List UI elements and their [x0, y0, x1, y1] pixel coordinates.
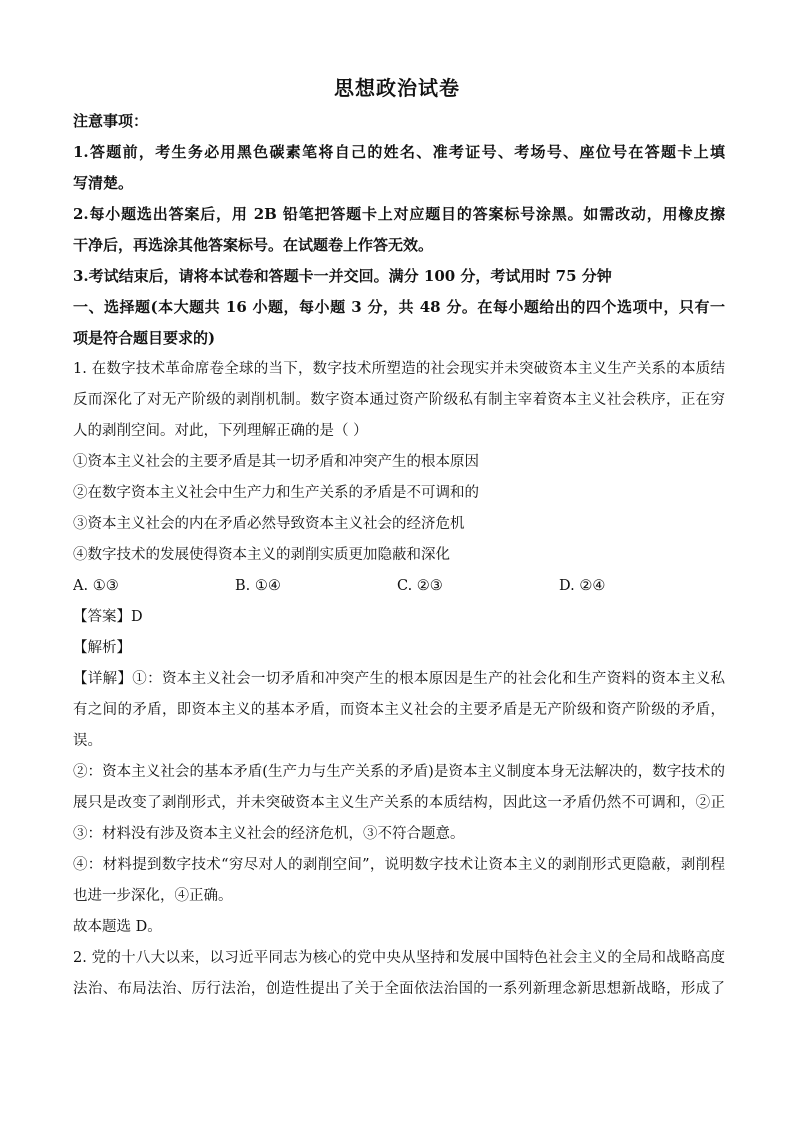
explanation-line: 也进一步深化，④正确。 [73, 888, 233, 904]
option-c: C. ②③ [397, 578, 443, 594]
option-b: B. ①④ [235, 578, 281, 594]
option-a: A. ①③ [73, 578, 119, 594]
question-1-stem: 反而深化了对无产阶级的剥削机制。数字资本通过资产阶级私有制主宰着资本主义社会秩序，正在穷 [73, 392, 725, 408]
question-1-options [73, 571, 725, 602]
explanation-line: ②：资本主义社会的基本矛盾(生产力与生产关系的矛盾)是资本主义制度本身无法解决的，数字技术的 [73, 764, 725, 780]
explanation-line: 有之间的矛盾，即资本主义的基本矛盾，而资本主义社会的主要矛盾是无产阶级和资产阶级的矛盾， [73, 702, 725, 718]
explanation-line: 误。 [73, 733, 102, 749]
answer-line: 【答案】D [73, 609, 143, 625]
page-title: 思想政治试卷 [334, 76, 460, 100]
explanation-line: ④：材料提到数字技术“穷尽对人的剥削空间”，说明数字技术让资本主义的剥削形式更隐蔽，剥削程 [73, 857, 725, 873]
explanation-line: 【详解】①：资本主义社会一切矛盾和冲突产生的根本原因是生产的社会化和生产资料的资本主义私 [73, 671, 725, 687]
notice-line: 写清楚。 [73, 174, 134, 192]
analysis-label: 【解析】 [73, 640, 131, 656]
explanation-line: ③：材料没有涉及资本主义社会的经济危机，③不符合题意。 [73, 826, 465, 842]
question-2-stem: 2. 党的十八大以来，以习近平同志为核心的党中央从坚持和发展中国特色社会主义的全局和战略高度 [73, 950, 725, 966]
question-1-statement: ③资本主义社会的内在矛盾必然导致资本主义社会的经济危机 [73, 516, 465, 532]
question-1-stem: 1. 在数字技术革命席卷全球的当下，数字技术所塑造的社会现实并未突破资本主义生产关系的本质结 [73, 361, 725, 377]
page-content [73, 106, 725, 1005]
section-heading: 一、选择题(本大题共 16 小题，每小题 3 分，共 48 分。在每小题给出的四个选项中，只有一 [73, 298, 725, 316]
question-1-statement: ②在数字资本主义社会中生产力和生产关系的矛盾是不可调和的 [73, 485, 479, 501]
section-heading: 项是符合题目要求的) [73, 329, 216, 347]
explanation-line: 故本题选 D。 [73, 919, 162, 935]
notice-line: 2.每小题选出答案后，用 2B 铅笔把答题卡上对应题目的答案标号涂黑。如需改动，用橡皮擦 [73, 205, 725, 223]
question-1-stem: 人的剥削空间。对此，下列理解正确的是（ ） [73, 423, 368, 439]
question-2-stem: 法治、布局法治、厉行法治，创造性提出了关于全面依法治国的一系列新理念新思想新战略，形成了 [73, 981, 725, 997]
question-1-statement: ①资本主义社会的主要矛盾是其一切矛盾和冲突产生的根本原因 [73, 454, 479, 470]
notice-line: 干净后，再选涂其他答案标号。在试题卷上作答无效。 [73, 236, 434, 254]
notice-heading: 注意事项： [73, 112, 149, 130]
notice-line: 3.考试结束后，请将本试卷和答题卡一并交回。满分 100 分，考试用时 75 分钟 [73, 267, 612, 285]
notice-line: 1.答题前，考生务必用黑色碳素笔将自己的姓名、准考证号、考场号、座位号在答题卡上填 [73, 143, 725, 161]
explanation-line: 展只是改变了剥削形式，并未突破资本主义生产关系的本质结构，因此这一矛盾仍然不可调和，②正 [73, 795, 725, 811]
option-d: D. ②④ [559, 578, 606, 594]
question-1-statement: ④数字技术的发展使得资本主义的剥削实质更加隐蔽和深化 [73, 547, 450, 563]
